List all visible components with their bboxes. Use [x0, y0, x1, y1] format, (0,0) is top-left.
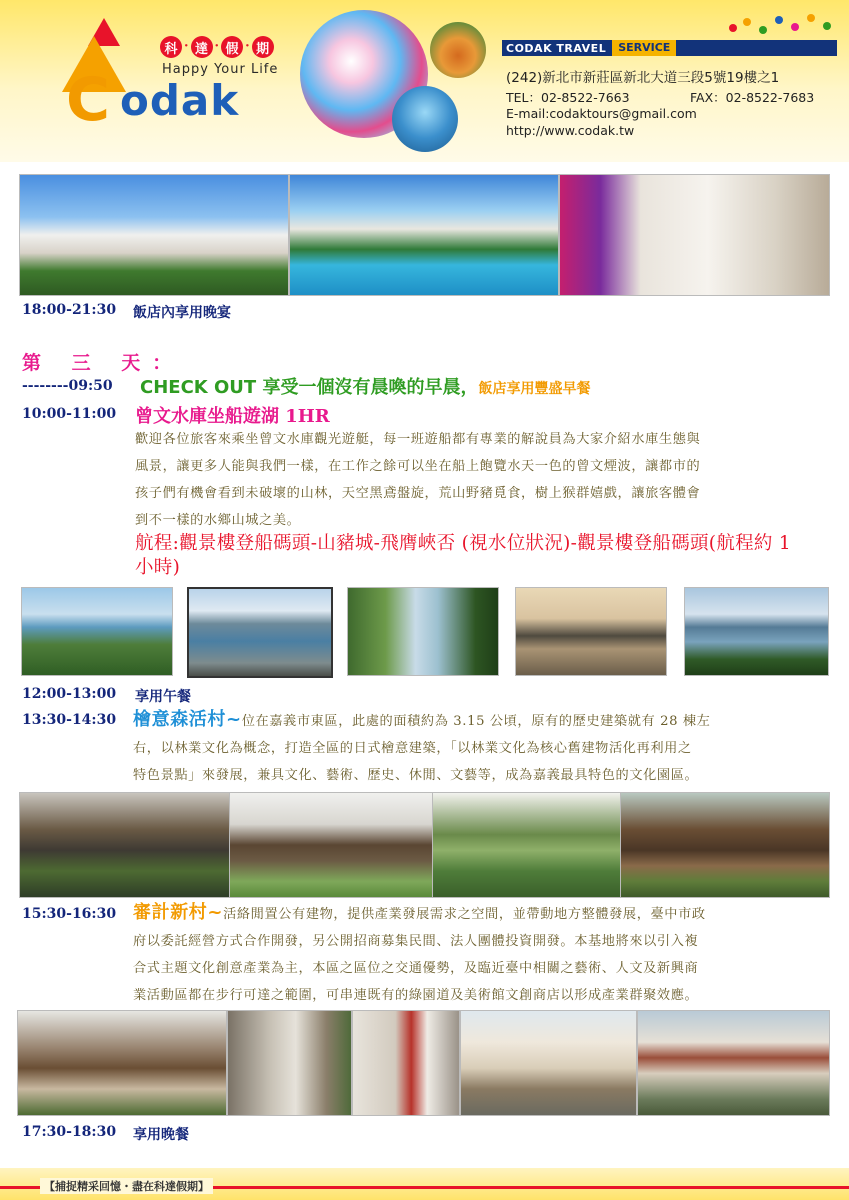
- company-website[interactable]: http://www.codak.tw: [506, 123, 635, 138]
- day-heading: 第 三 天：: [22, 352, 184, 374]
- brand-char: 期: [252, 36, 274, 58]
- village-stone-photo: [19, 792, 231, 898]
- checkout-activity: [140, 373, 590, 399]
- shenji-building-photo: [17, 1010, 227, 1116]
- reservoir-gorge-photo: [347, 587, 499, 676]
- reservoir-view-photo: [684, 587, 829, 676]
- village-title: 檜意森活村~: [133, 709, 242, 730]
- service-tag: SERVICE: [612, 40, 676, 56]
- checkout-title: CHECK OUT 享受一個沒有晨喚的早晨，: [140, 377, 479, 398]
- mountain-photo: [392, 86, 458, 152]
- village-garden-photo: [432, 792, 622, 898]
- brand-name-circles: 科 · 達 · 假 · 期: [160, 36, 274, 58]
- shenji-doorway-photo: [352, 1010, 460, 1116]
- lunch-activity: 享用午餐: [135, 689, 191, 705]
- reservoir-lake-photo: [187, 587, 333, 678]
- shenji-street-photo: [460, 1010, 637, 1116]
- shenji-time: 15:30-16:30: [22, 906, 117, 922]
- shenji-alley-photo: [227, 1010, 352, 1116]
- checkout-time: --------09:50: [22, 378, 113, 394]
- final-dinner-time: 17:30-18:30: [22, 1124, 117, 1140]
- service-title: CODAK TRAVEL: [506, 41, 607, 55]
- village-description: 檜意森活村~位在嘉義市東區，此處的面積約為 3.15 公頃，原有的歷史建築就有 28 棟左 右，以林業文化為概念，打造全區的日式檜意建築，「以林業文化為核心舊建物活化再利用之 特色景點」來發展，兼具文化、藝術、歷史、休閒、文藝等，成為嘉義最具特色的文化園區。: [133, 709, 711, 783]
- reservoir-sunset-photo: [515, 587, 667, 676]
- company-fax: FAX：02-8522-7683: [690, 90, 815, 105]
- village-street-photo: [620, 792, 830, 898]
- company-address: (242)新北市新莊區新北大道三段5號19樓之1: [506, 70, 780, 86]
- brand-char: 假: [221, 36, 243, 58]
- sunset-photo: [430, 22, 486, 78]
- logo-wordmark: odak: [120, 76, 240, 125]
- shenji-title: 審計新村~: [133, 902, 224, 923]
- dinner-time: 18:00-21:30: [22, 302, 117, 318]
- logo-c-letter: C: [66, 65, 111, 135]
- company-tel: TEL：02-8522-7663: [506, 90, 630, 105]
- brand-char: 科: [160, 36, 182, 58]
- logo-tagline: Happy Your Life: [162, 62, 279, 77]
- village-house-photo: [229, 792, 434, 898]
- reservoir-pier-photo: [21, 587, 173, 676]
- hotel-pool-photo: [289, 174, 559, 296]
- dinner-activity: 飯店內享用晚宴: [133, 305, 231, 321]
- lunch-time: 12:00-13:00: [22, 686, 117, 702]
- shenji-courtyard-photo: [637, 1010, 830, 1116]
- footer-slogan: 【捕捉精采回憶・盡在科達假期】: [40, 1178, 213, 1194]
- boat-title: 曾文水庫坐船遊湖 1HR: [135, 406, 330, 427]
- final-dinner-activity: 享用晚餐: [133, 1127, 189, 1143]
- boat-time: 10:00-11:00: [22, 406, 117, 422]
- hotel-exterior-photo: [19, 174, 289, 296]
- breakfast-note: 飯店享用豐盛早餐: [478, 381, 591, 397]
- company-email: E-mail:codaktours@gmail.com: [506, 106, 697, 121]
- header-banner: [0, 0, 849, 162]
- village-time: 13:30-14:30: [22, 712, 117, 728]
- boat-description: 歡迎各位旅客來乘坐曾文水庫觀光遊艇，每一班遊船都有專業的解說員為大家介紹水庫生態與 風景，讓更多人能與我們一樣，在工作之餘可以坐在船上飽覽水天一色的曾文煙波，讓都市的 孩子們有機會看到未破壞的山林，天空黑鳶盤旋，荒山野豬覓食，樹上猴群嬉戲，讓旅客體會 到不一樣的水鄉山城之美。: [135, 432, 701, 528]
- shenji-description: 審計新村~活絡閒置公有建物，提供產業發展需求之空間，並帶動地方整體發展，臺中市政 府以委託經營方式合作開發，另公開招商募集民間、法人團體投資開發。本基地將來以引入複 合式主題文化創意產業為主，本區之區位之交通優勢，及臨近臺中相關之藝術、人文及新興商 業活動區都在步行可達之範圍，可串連既有的綠園道及美術館文創商店以形成產業群聚效應。: [133, 902, 706, 1003]
- hotel-lobby-photo: [559, 174, 830, 296]
- brand-char: 達: [191, 36, 213, 58]
- boat-route: 航程:觀景樓登船碼頭-山豬城-飛膺峽否 (視水位狀況)-觀景樓登船碼頭(航程約 1 小時): [135, 533, 791, 578]
- service-bar: [502, 40, 837, 56]
